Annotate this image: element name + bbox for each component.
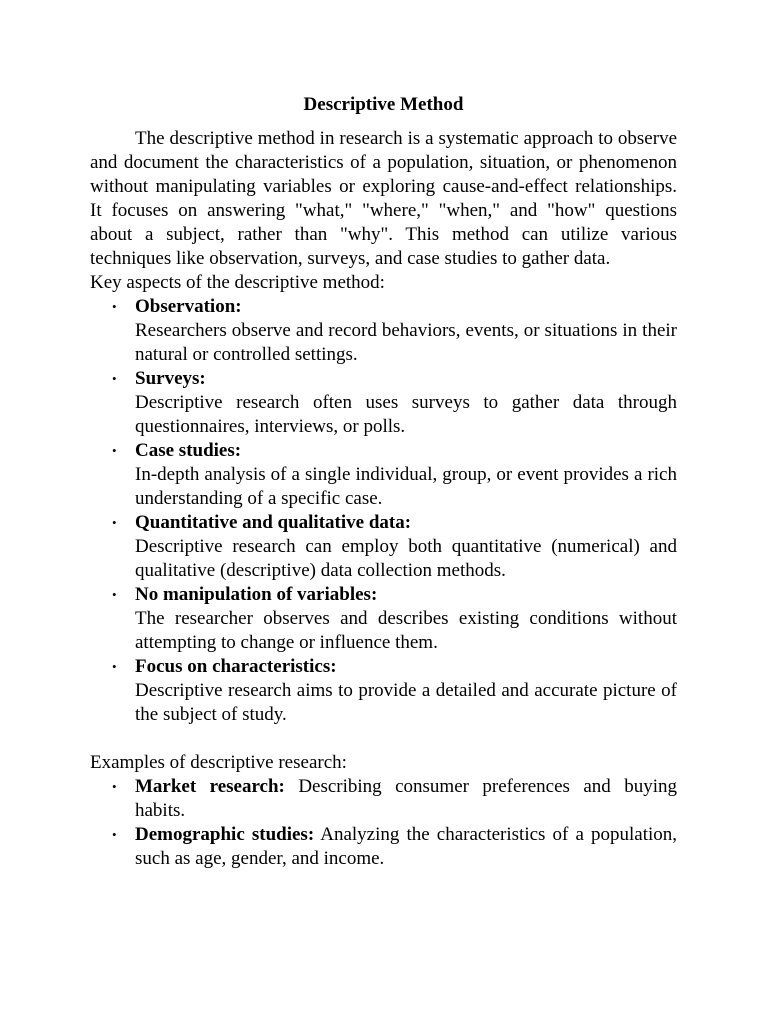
list-item — [90, 583, 677, 655]
aspects-heading: Key aspects of the descriptive method: — [90, 272, 385, 293]
aspect-description: In-depth analysis of a single individual, group, or event provides a rich understanding of a specific case. — [135, 464, 677, 509]
list-item — [90, 775, 677, 823]
bullet-icon: • — [112, 827, 117, 842]
aspect-description: Descriptive research can employ both quantitative (numerical) and qualitative (descriptive) data collection methods. — [135, 536, 677, 581]
aspect-term: Observation: — [135, 296, 242, 317]
example-term: Market research: — [135, 776, 285, 797]
example-description: Describing consumer preferences and buying habits. — [135, 776, 677, 821]
list-item — [90, 655, 677, 727]
aspect-description: Descriptive research aims to provide a detailed and accurate picture of the subject of study. — [135, 680, 677, 725]
example-term: Demographic studies: — [135, 824, 315, 845]
examples-heading: Examples of descriptive research: — [90, 752, 347, 773]
list-item — [90, 367, 677, 439]
document-page — [90, 93, 677, 871]
list-item — [90, 295, 677, 367]
aspect-term: Quantitative and qualitative data: — [135, 512, 412, 533]
list-item — [90, 823, 677, 871]
intro-paragraph: The descriptive method in research is a systematic approach to observe and document the characteristics of a population, situation, or phenomenon without manipulating variables or exploring cause-and-effect relationships. It focuses on answering "what," "where," "when," and "how" questions about a subject, rather than "why". This method can utilize various techniques like observation, surveys, and case studies to gather data. — [90, 128, 677, 269]
aspects-list — [90, 295, 677, 727]
bullet-icon: • — [112, 779, 117, 794]
blank-line — [90, 727, 677, 751]
list-item — [90, 439, 677, 511]
bullet-icon: • — [112, 587, 117, 602]
aspect-term: Surveys: — [135, 368, 206, 389]
aspect-description: Descriptive research often uses surveys to gather data through questionnaires, interviews, or polls. — [135, 392, 677, 437]
examples-list — [90, 775, 677, 871]
bullet-icon: • — [112, 299, 117, 314]
aspect-term: No manipulation of variables: — [135, 584, 378, 605]
aspect-description: The researcher observes and describes existing conditions without attempting to change or influence them. — [135, 608, 677, 653]
aspect-term: Case studies: — [135, 440, 242, 461]
document-title: Descriptive Method — [303, 94, 464, 115]
example-description: Analyzing the characteristics of a population, such as age, gender, and income. — [135, 824, 678, 869]
bullet-icon: • — [112, 443, 117, 458]
bullet-icon: • — [112, 515, 117, 530]
aspect-term: Focus on characteristics: — [135, 656, 337, 677]
aspect-description: Researchers observe and record behaviors, events, or situations in their natural or controlled settings. — [135, 320, 677, 365]
bullet-icon: • — [112, 371, 117, 386]
bullet-icon: • — [112, 659, 117, 674]
list-item — [90, 511, 677, 583]
